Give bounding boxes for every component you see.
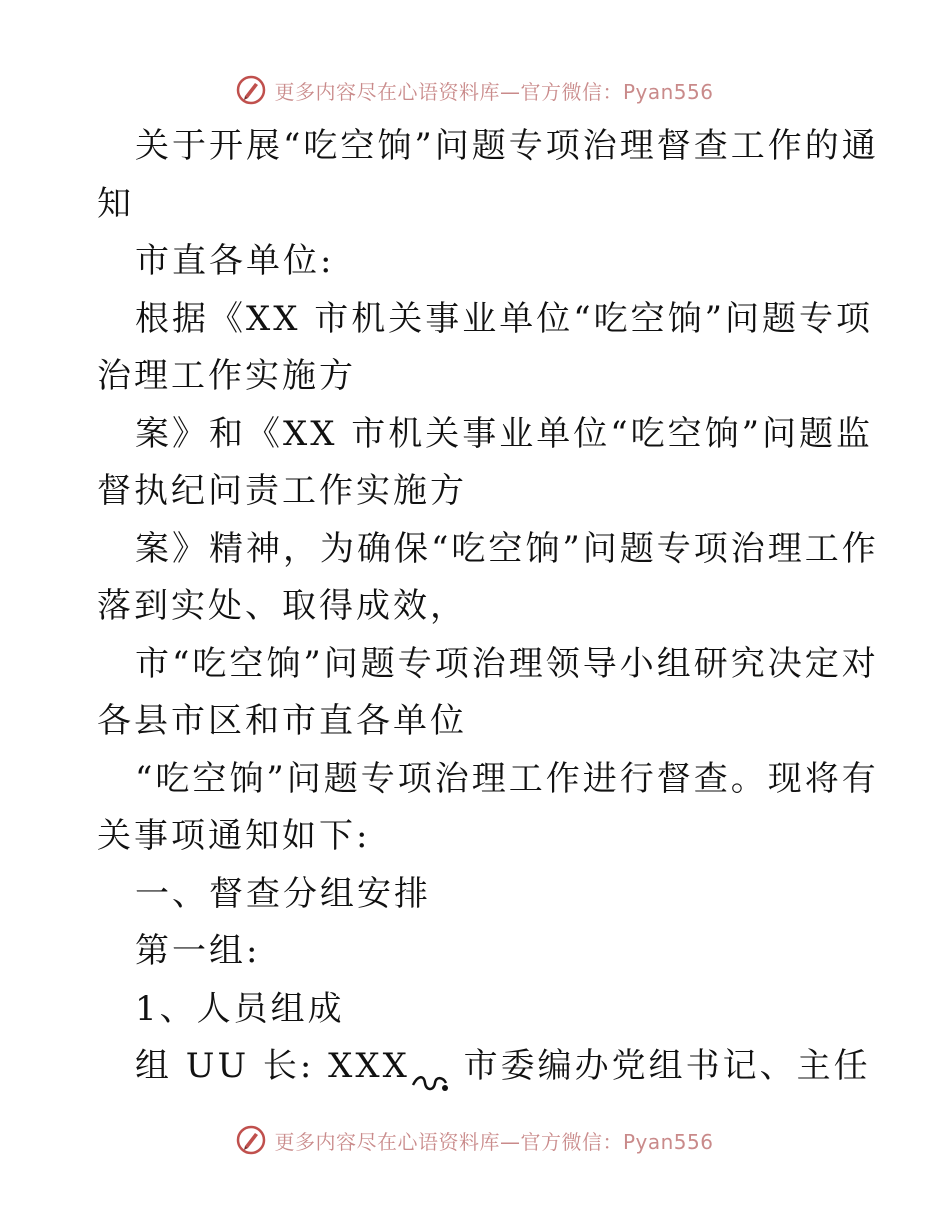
paragraph-line: 落到实处、取得成效，: [97, 586, 467, 626]
squiggle-symbol-icon: [410, 1056, 450, 1080]
salutation: 市直各单位:: [135, 241, 335, 281]
paragraph-line: 关事项通知如下:: [97, 816, 371, 856]
watermark-text: 更多内容尽在心语资料库—官方微信：Pyan556: [274, 1129, 714, 1154]
paragraph-line: 根据《XX 市机关事业单位“吃空饷”问题专项: [135, 298, 873, 339]
section-heading: 一、督查分组安排: [135, 873, 431, 914]
title-line-2: 知: [97, 183, 134, 224]
member-line: [97, 1038, 871, 1096]
paragraph-line: “吃空饷”问题专项治理工作进行督查。现将有: [135, 758, 879, 799]
paragraph-line: 案》和《XX 市机关事业单位“吃空饷”问题监: [135, 413, 873, 454]
paragraph-line: 市“吃空饷”问题专项治理领导小组研究决定对: [135, 643, 879, 684]
document-body: [97, 118, 879, 1096]
title-line-1: 关于开展“吃空饷”问题专项治理督查工作的通: [135, 126, 879, 166]
member-title: 市委编办党组书记、主任: [449, 1046, 871, 1086]
header-watermark: [0, 70, 950, 110]
paragraph-line: 督执纪问责工作实施方: [97, 471, 467, 511]
footer-watermark: [0, 1120, 950, 1160]
watermark-text: 更多内容尽在心语资料库—官方微信：Pyan556: [274, 79, 714, 104]
paragraph-line: 治理工作实施方: [97, 356, 356, 396]
paragraph-line: 案》精神，为确保“吃空饷”问题专项治理工作: [135, 528, 879, 569]
member-label: 组 UU 长: XXX: [135, 1046, 410, 1086]
paragraph-line: 各县市区和市直各单位: [97, 701, 467, 741]
group-heading: 第一组:: [135, 931, 261, 971]
subsection-heading: 1、人员组成: [135, 988, 345, 1029]
pen-logo-icon: [236, 1125, 266, 1155]
pen-logo-icon: [236, 75, 266, 105]
